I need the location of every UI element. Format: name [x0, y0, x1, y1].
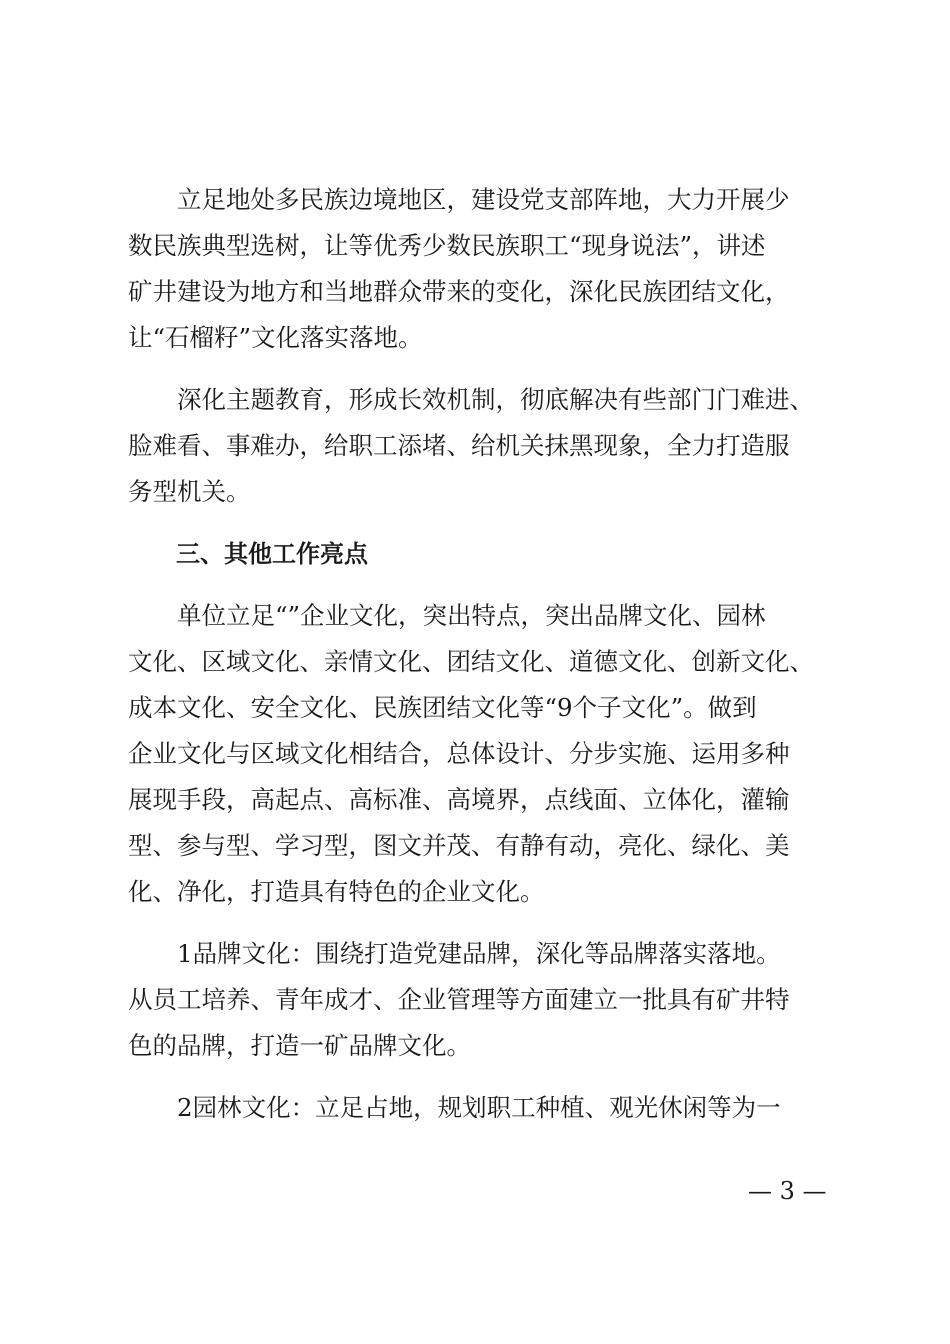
section-heading: 三、其他工作亮点: [128, 540, 368, 568]
text-line: 化、净化，打造具有特色的企业文化。: [128, 877, 545, 906]
page-number: — 3 —: [748, 1177, 827, 1205]
text-line: 从员工培养、青年成才、企业管理等方面建立一批具有矿井特: [128, 985, 790, 1014]
text-line: 1品牌文化：围绕打造党建品牌，深化等品牌落实落地。: [128, 939, 781, 968]
text-line: 让“石榴籽”文化落实落地。: [128, 323, 423, 352]
text-line: 深化主题教育，形成长效机制，彻底解决有些部门门难进、: [128, 385, 814, 414]
text-line: 立足地处多民族边境地区，建设党支部阵地，大力开展少: [128, 185, 790, 214]
text-line: 型、参与型、学习型，图文并茂、有静有动，亮化、绿化、美: [128, 831, 790, 860]
text-line: 数民族典型选树，让等优秀少数民族职工“现身说法”，讲述: [128, 231, 766, 260]
text-line: 务型机关。: [128, 477, 251, 506]
text-line: 成本文化、安全文化、民族团结文化等“9个子文化”。做到: [128, 693, 757, 722]
text-line: 矿井建设为地方和当地群众带来的变化，深化民族团结文化，: [128, 277, 790, 306]
text-line: 2园林文化：立足占地，规划职工种植、观光休闲等为一: [128, 1093, 781, 1122]
text-line: 展现手段，高起点、高标准、高境界，点线面、立体化，灌输: [128, 785, 790, 814]
text-line: 脸难看、事难办，给职工添堵、给机关抹黑现象，全力打造服: [128, 431, 790, 460]
text-line: 文化、区域文化、亲情文化、团结文化、道德文化、创新文化、: [128, 647, 814, 676]
text-line: 企业文化与区域文化相结合，总体设计、分步实施、运用多种: [128, 739, 790, 768]
text-line: 色的品牌，打造一矿品牌文化。: [128, 1031, 471, 1060]
text-line: 单位立足“”企业文化，突出特点，突出品牌文化、园林: [128, 601, 766, 630]
